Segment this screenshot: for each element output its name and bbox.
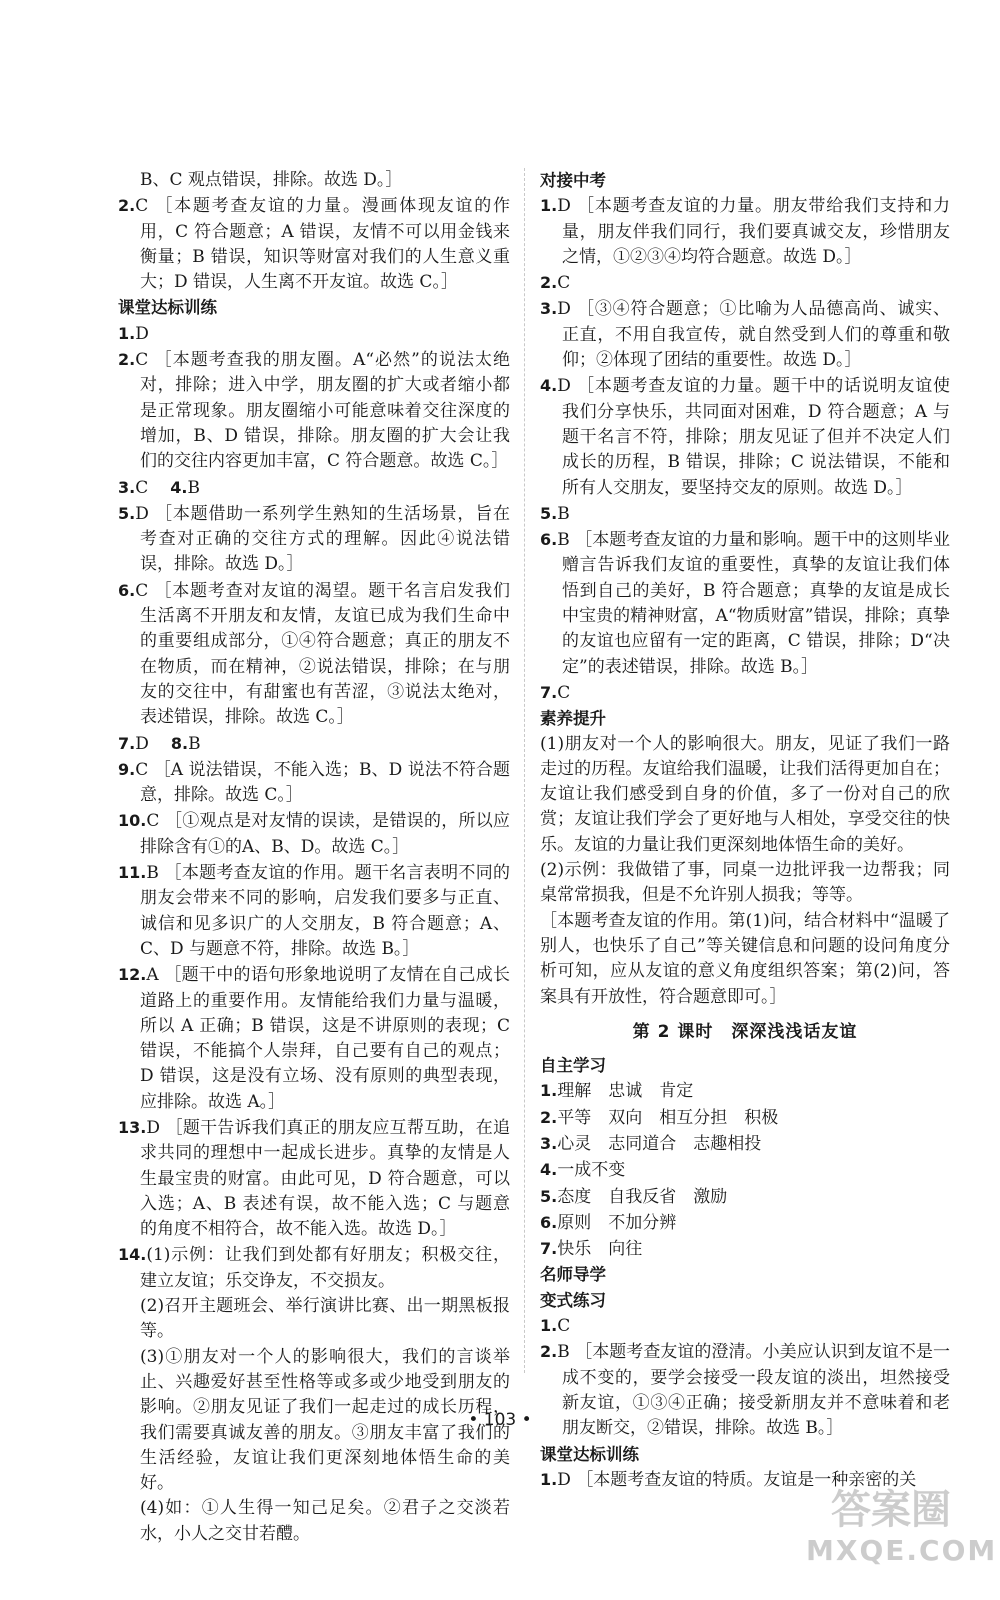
question-number: 1. (540, 1469, 558, 1489)
answer-text: C ［本题考查对友谊的渴望。题干名言启发我们生活离不开朋友和友情，友谊已成为我们生命中的重要组成部分，①④符合题意；真正的朋友不在物质，而在精神，②说法错误，排除；在与朋友的交往中，有甜蜜也有苦涩，③说法太绝对，表述错误，排除。故选 C。］ (135, 580, 510, 728)
question-number: 5. (540, 1186, 558, 1206)
answer-text: 态度 自我反省 激励 (557, 1186, 728, 1207)
answer-item (118, 1115, 510, 1242)
answer-item (540, 270, 950, 296)
question-number: 1. (540, 1081, 558, 1101)
answer-text: D ［本题借助一系列学生熟知的生活场景，旨在考查对正确的交往方式的理解。因此④说法错误，排除。故选 D。］ (135, 503, 510, 575)
answer-item-pair (118, 475, 510, 501)
question-number: 2. (118, 196, 136, 216)
answer-text: B (187, 477, 200, 498)
question-number: 14. (118, 1245, 147, 1265)
section-heading: 名师导学 (540, 1265, 606, 1285)
watermark-logo (806, 1478, 998, 1588)
answer-item (118, 1242, 510, 1294)
question-number: 4. (540, 1160, 558, 1180)
question-number: 9. (118, 759, 136, 779)
answer-item (540, 1105, 950, 1131)
answer-item (118, 193, 510, 295)
answer-text: D (135, 323, 149, 344)
answer-item (118, 501, 510, 578)
answer-item (540, 680, 950, 706)
page-number: • 103 • (468, 1410, 532, 1430)
question-number: 7. (540, 1239, 558, 1259)
question-number: 6. (540, 530, 558, 550)
answer-item (118, 578, 510, 731)
question-number: 3. (540, 1133, 558, 1153)
answer-text: D (135, 733, 149, 754)
answer-text: C (557, 273, 571, 294)
answer-text: (1)示例：让我们到处都有好朋友；积极交往，建立友谊；乐交诤友，不交损友。 (140, 1245, 510, 1291)
answer-paragraph: (2)示例：我做错了事，同桌一边批评我一边帮我；同桌常常损我，但是不允许别人损我；等等。 (540, 860, 950, 906)
question-number: 7. (118, 733, 136, 753)
answer-text: D ［本题考查友谊的特质。友谊是一种亲密的关 (557, 1469, 917, 1490)
question-number: 11. (118, 863, 147, 883)
answer-continuation: (2)召开主题班会、举行演讲比赛、出一期黑板报等。 (140, 1296, 510, 1342)
answer-item (118, 808, 510, 860)
question-number: 6. (540, 1212, 558, 1232)
answer-item (540, 1131, 950, 1157)
answer-item (540, 296, 950, 373)
answer-item (540, 1236, 950, 1262)
answer-text: A ［题干中的语句形象地说明了友情在自己成长道路上的重要作用。友情能给我们力量与温暖，所以 A 正确；B 错误，这是不讲原则的表现；C 错误，不能搞个人崇拜，自己要有自己的观点；D 错误，这是没有立场、没有原则的典型表现，应排除。故选 A。］ (140, 965, 510, 1112)
answer-item (540, 1210, 950, 1236)
answer-item (540, 1184, 950, 1210)
answer-paragraph: (1)朋友对一个人的影响很大。朋友，见证了我们一路走过的历程。友谊给我们温暖，让我们活得更加自在；友谊让我们感受到自身的价值，多了一份对自己的欣赏；友谊让我们学会了更好地与人相处，享受交往的快乐。友谊的力量让我们更深刻地体悟生命的美好。 (540, 733, 950, 855)
question-number: 5. (540, 503, 558, 523)
answer-text: C ［本题考查友谊的力量。漫画体现友谊的作用，C 符合题意；A 错误，友情不可以用金钱来衡量；B 错误，知识等财富对我们的人生意义重大；D 错误，人生离不开友谊。故选 C。］ (135, 196, 510, 293)
answer-item (118, 347, 510, 474)
question-number: 2. (540, 273, 558, 293)
question-number: 2. (118, 350, 136, 370)
question-number: 7. (540, 682, 558, 702)
answer-item (118, 757, 510, 809)
question-number: 1. (540, 1316, 558, 1336)
answer-item (540, 193, 950, 270)
question-number: 3. (118, 477, 136, 497)
answer-text: B ［本题考查友谊的作用。题干名言表明不同的朋友会带来不同的影响，启发我们要多与正直、诚信和见多识广的人交朋友，B 符合题意；A、C、D 与题意不符，排除。故选 B。］ (140, 863, 510, 959)
answer-text: C ［A 说法错误，不能入选；B、D 说法不符合题意，排除。故选 C。］ (135, 759, 510, 806)
answer-text: C ［①观点是对友情的误读，是错误的，所以应排除含有①的A、B、D。故选 C。］ (140, 811, 510, 857)
watermark-url: MXQE.COM (806, 1534, 998, 1567)
question-number: 12. (118, 965, 147, 985)
right-column (540, 168, 950, 1493)
answer-continuation: (4)如：①人生得一知己足矣。②君子之交淡若水，小人之交甘若醴。 (140, 1498, 510, 1544)
question-number: 8. (170, 733, 189, 753)
answer-item (540, 1078, 950, 1104)
answer-item (540, 1313, 950, 1339)
answer-item (118, 321, 510, 347)
answer-text: C ［本题考查我的朋友圈。A“必然”的说法太绝对，排除；进入中学，朋友圈的扩大或者缩小都是正常现象。朋友圈缩小可能意味着交往深度的增加，B、D 错误，排除。朋友圈的扩大会让我们的交往内容更加丰富，C 符合题意。故选 C。］ (135, 350, 510, 472)
answer-text: 原则 不加分辨 (557, 1212, 677, 1233)
question-number: 13. (118, 1117, 147, 1137)
answer-continuation: B、C 观点错误，排除。故选 D。］ (140, 170, 403, 190)
answer-text: D ［题干告诉我们真正的朋友应互帮互助，在追求共同的理想中一起成长进步。真挚的友情是人生最宝贵的财富。由此可见，D 符合题意，可以入选；A、B 表述有误，故不能入选；C 与题意的角度不相符合，故不能入选。故选 D。］ (140, 1117, 510, 1240)
answer-item (540, 1157, 950, 1183)
answer-item-pair (118, 731, 510, 757)
answer-item (118, 962, 510, 1115)
answer-item (540, 501, 950, 527)
question-number: 1. (118, 323, 136, 343)
lesson-title: 第 2 课时 深深浅浅话友谊 (632, 1021, 858, 1042)
answer-text: C (557, 1316, 571, 1337)
question-number: 4. (540, 376, 558, 396)
question-number: 3. (540, 299, 558, 319)
answer-text: 理解 忠诚 肯定 (557, 1081, 694, 1102)
answer-text: D ［本题考查友谊的力量。朋友带给我们支持和力量，朋友伴我们同行，我们要真诚交友，珍惜朋友之情，①②③④均符合题意。故选 D。］ (557, 196, 950, 267)
answer-text: C (135, 477, 149, 498)
section-heading: 素养提升 (540, 709, 606, 729)
answer-text: D ［③④符合题意；①比喻为人品德高尚、诚实、正直，不用自我宣传，就自然受到人们的尊重和敬仰；②体现了团结的重要性。故选 D。］ (557, 299, 950, 371)
section-heading: 变式练习 (540, 1290, 606, 1310)
answer-text: B (188, 733, 201, 754)
question-number: 10. (118, 811, 147, 831)
section-heading: 课堂达标训练 (118, 298, 217, 318)
question-number: 6. (118, 580, 136, 600)
answer-text: B ［本题考查友谊的力量和影响。题干中的这则毕业赠言告诉我们友谊的重要性，真挚的友谊让我们体悟到自己的美好，B 符合题意；真挚的友谊是成长中宝贵的精神财富，A“物质财富”错误，排除；真挚的友谊也应留有一定的距离，C 错误，排除；D“决定”的表述错误，排除。故选 B。］ (557, 530, 950, 677)
answer-text: 平等 双向 相互分担 积极 (557, 1107, 779, 1128)
watermark-title: 答案圈 (831, 1487, 951, 1533)
question-number: 5. (118, 503, 136, 523)
section-heading: 自主学习 (540, 1056, 606, 1076)
answer-text: 心灵 志同道合 志趣相投 (557, 1133, 762, 1154)
answer-text: 快乐 向往 (557, 1239, 643, 1260)
answer-item (540, 373, 950, 500)
section-heading: 对接中考 (540, 171, 606, 190)
question-number: 2. (540, 1342, 558, 1362)
question-number: 2. (540, 1107, 558, 1127)
answer-item (540, 527, 950, 680)
answer-text: C (557, 682, 571, 703)
question-number: 1. (540, 196, 558, 216)
answer-text: B (557, 503, 570, 524)
answer-text: B ［本题考查友谊的澄清。小美应认识到友谊不是一成不变的，要学会接受一段友谊的淡出，坦然接受新友谊，①③④正确；接受新朋友并不意味着和老朋友断交，②错误，排除。故选 B。］ (557, 1342, 950, 1439)
answer-text: D ［本题考查友谊的力量。题干中的话说明友谊使我们分享快乐，共同面对困难，D 符合题意；A 与题干名言不符，排除；朋友见证了但并不决定人们成长的历程，B 错误，排除；C 说法错误，不能和所有人交朋友，要坚持交友的原则。故选 D。］ (557, 376, 950, 498)
section-heading: 课堂达标训练 (540, 1444, 639, 1464)
answer-paragraph: ［本题考查友谊的作用。第(1)问，结合材料中“温暖了别人，也快乐了自己”等关键信息和问题的设问角度分析可知，应从友谊的意义角度组织答案；第(2)问，答案具有开放性，符合题意即可。］ (540, 910, 950, 1007)
left-column (118, 168, 510, 1547)
answer-text: 一成不变 (557, 1160, 626, 1181)
answer-item (118, 860, 510, 962)
question-number: 4. (170, 477, 188, 497)
answer-continuation: (3)①朋友对一个人的影响很大，我们的言谈举止、兴趣爱好甚至性格等或多或少地受到朋友的影响。②朋友见证了我们一起走过的成长历程，我们需要真诚友善的朋友。③朋友丰富了我们的生活经验，友谊让我们更深刻地体悟生命的美好。 (140, 1346, 510, 1494)
